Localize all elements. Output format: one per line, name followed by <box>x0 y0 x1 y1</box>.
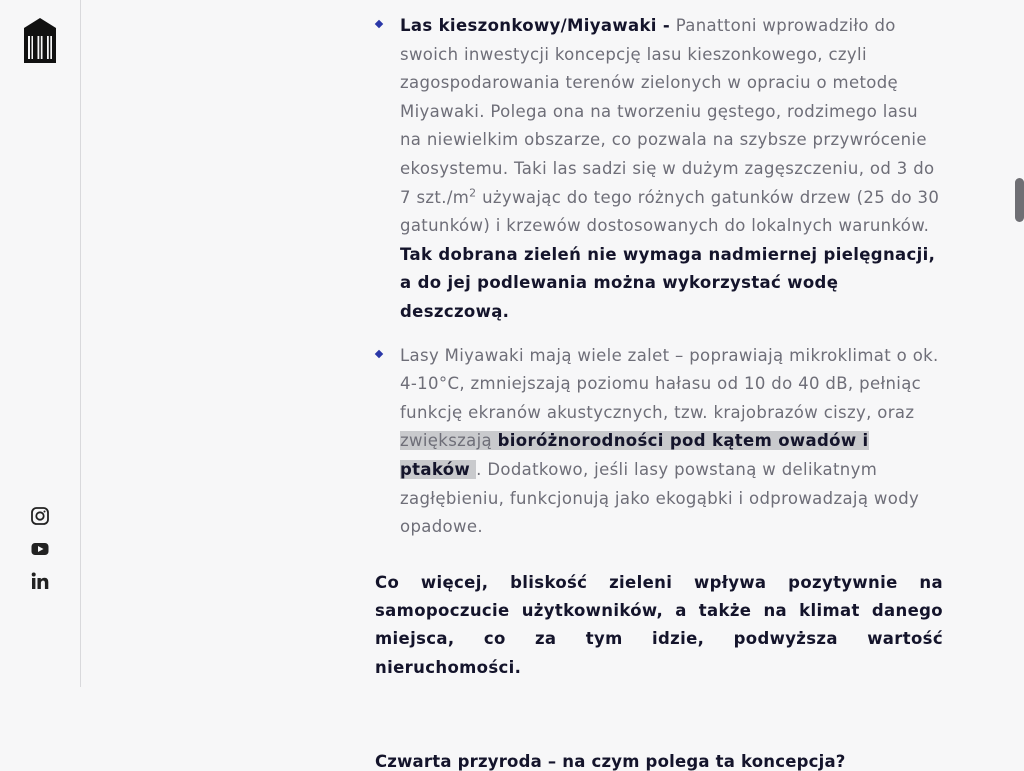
highlighted-bold-text[interactable]: bioróżnorodności pod kątem owadów i ptaków <box>400 431 869 479</box>
section-heading: Czwarta przyroda – na czym polega ta koncepcja? <box>375 751 846 771</box>
bullet-diamond-icon <box>375 20 383 28</box>
summary-paragraph: Co więcej, bliskość zieleni wpływa pozytywnie na samopoczucie użytkowników, a także na klimat danego miejsca, co za tym idzie, podwyższa wartość nieruchomości. <box>375 572 943 677</box>
highlighted-text[interactable]: zwiększają <box>400 431 498 451</box>
item-bold-text: Tak dobrana zieleń nie wymaga nadmiernej pielęgnacji, a do jej podlewania można wykorzystać wodę deszczową. <box>400 244 936 321</box>
list-item <box>375 12 943 327</box>
superscript: 2 <box>469 186 477 200</box>
sidebar <box>0 0 81 687</box>
youtube-icon[interactable] <box>31 540 49 558</box>
linkedin-icon[interactable] <box>31 572 49 590</box>
article-content <box>375 12 943 771</box>
item-title: Las kieszonkowy/Miyawaki - <box>400 16 671 35</box>
item-text-continued: . Dodatkowo, jeśli lasy powstaną w delikatnym zagłębieniu, funkcjonują jako ekogąbki i odprowadzają wody opadowe. <box>400 459 920 537</box>
building-columns-logo[interactable] <box>24 18 56 63</box>
bullet-diamond-icon <box>375 349 383 357</box>
item-text: Lasy Miyawaki mają wiele zalet – poprawiają mikroklimat o ok. 4-10°C, zmniejszają poziomu hałasu od 10 do 40 dB, pełniąc funkcję ekranów akustycznych, tzw. krajobrazów ciszy, oraz <box>400 345 939 422</box>
item-text: Panattoni wprowadziło do swoich inwestycji koncepcję lasu kieszonkowego, czyli zagospodarowania terenów zielonych w opraciu o metodę Miyawaki. Polega ona na tworzeniu gęstego, rodzimego lasu na niewielkim obszarze, co pozwala na szybsze przywrócenie ekosystemu. Taki las sadzi się w dużym zagęszczeniu, od 3 do 7 szt./m <box>400 16 935 207</box>
bullet-list <box>375 12 943 542</box>
instagram-icon[interactable] <box>31 507 49 525</box>
list-item <box>375 342 943 542</box>
item-text-continued: używając do tego różnych gatunków drzew (25 do 30 gatunków) i krzewów dostosowanych do lokalnych warunków. <box>400 187 940 236</box>
scrollbar-thumb[interactable] <box>1015 178 1024 222</box>
